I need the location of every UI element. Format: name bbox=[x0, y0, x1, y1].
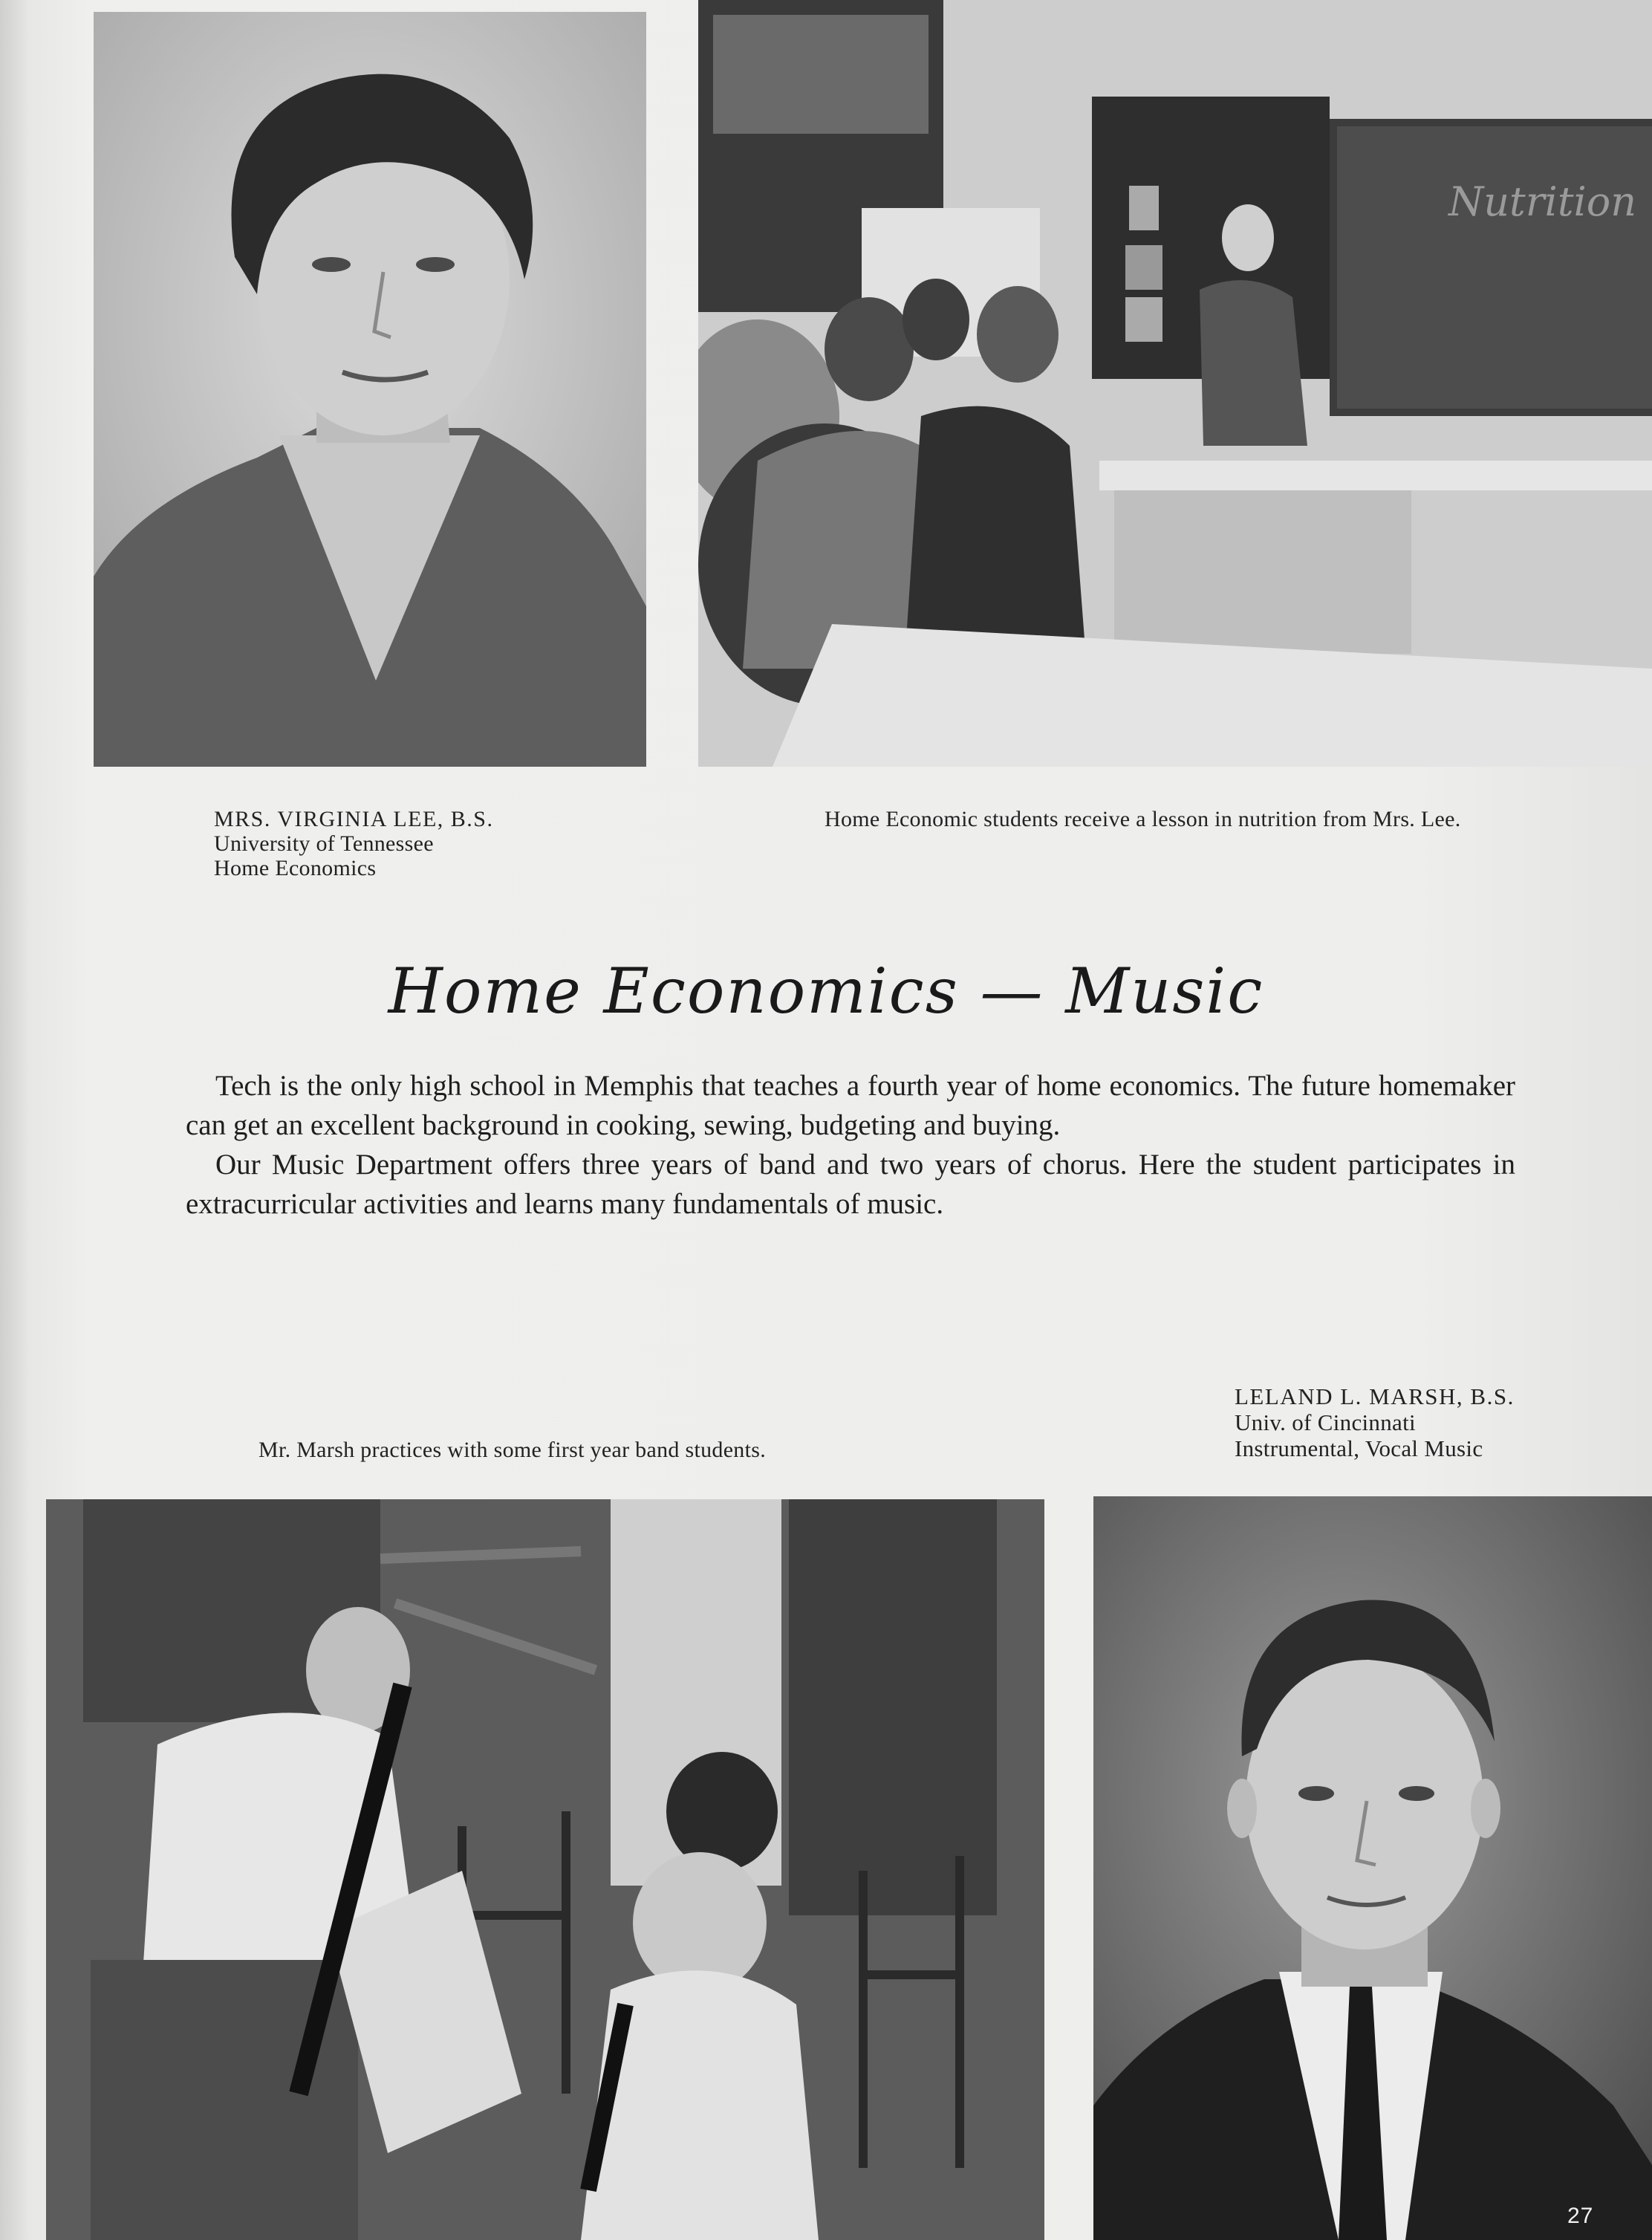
marsh-name: LELAND L. MARSH, B.S. bbox=[1235, 1383, 1515, 1409]
page-number: 27 bbox=[1567, 2204, 1594, 2228]
page-title: Home Economics — Music bbox=[388, 955, 1264, 1028]
marsh-school: Univ. of Cincinnati bbox=[1235, 1409, 1416, 1435]
svg-text:Nutrition: Nutrition bbox=[1448, 178, 1637, 225]
lee-portrait-photo bbox=[94, 12, 646, 767]
band-practice-photo bbox=[46, 1499, 1044, 2240]
lee-school: University of Tennessee bbox=[214, 831, 434, 856]
marsh-caption bbox=[1235, 1383, 1515, 1461]
marsh-subject: Instrumental, Vocal Music bbox=[1235, 1435, 1483, 1461]
band-caption: Mr. Marsh practices with some first year band students. bbox=[258, 1438, 767, 1462]
lee-subject: Home Economics bbox=[214, 856, 377, 880]
lee-caption bbox=[214, 807, 493, 880]
lee-name: MRS. VIRGINIA LEE, B.S. bbox=[214, 807, 494, 831]
body-paragraph-2: Our Music Department offers three years of band and two years of chorus. Here the student participates in extracurricular activities and learns many fundamentals of music. bbox=[186, 1149, 1515, 1220]
classroom-photo bbox=[698, 0, 1652, 767]
body-text bbox=[186, 1066, 1515, 1224]
marsh-portrait-photo bbox=[1093, 1496, 1652, 2240]
classroom-caption: Home Economic students receive a lesson in nutrition from Mrs. Lee. bbox=[825, 807, 1461, 831]
body-paragraph-1: Tech is the only high school in Memphis that teaches a fourth year of home economics. The future homemaker can get an excellent background in cooking, sewing, budgeting and buying. bbox=[186, 1070, 1515, 1141]
